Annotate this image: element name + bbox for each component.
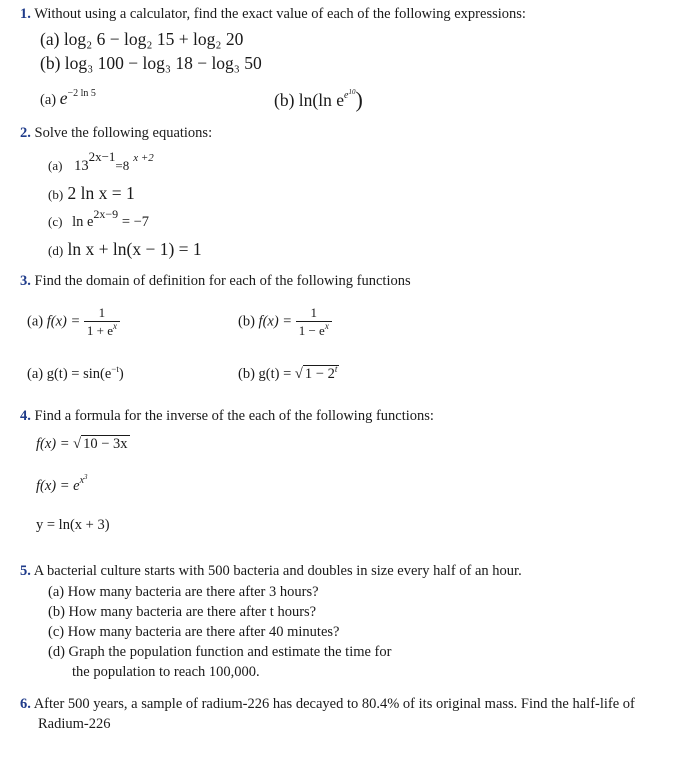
- q3-text: Find the domain of definition for each of the following functions: [34, 273, 411, 289]
- q4-number: 4.: [20, 408, 31, 424]
- q1-heading: [20, 6, 526, 23]
- q4-b-exp: x3: [79, 473, 88, 486]
- q3-a-label: (a): [27, 313, 44, 330]
- q2-a-exp: 2x−1: [88, 149, 116, 164]
- q2-text: Solve the following equations:: [34, 125, 213, 141]
- q2-a-rhs-exp: x +2: [133, 152, 154, 164]
- q4-heading: [20, 408, 434, 425]
- q3-b-den: $1 - e^x$: [296, 321, 332, 339]
- q5-item-d-cont: the population to reach 100,000.: [72, 664, 260, 680]
- q3-a-num: 1: [98, 305, 106, 320]
- q2-d-label: (d): [48, 243, 64, 258]
- q4-a-lhs: f(x) =: [36, 436, 70, 452]
- q5-text: A bacterial culture starts with 500 bacteria and doubles in size every half of an hour.: [33, 563, 522, 579]
- q3-c-label: (a): [27, 366, 44, 382]
- q2-c-pre: ln e: [72, 214, 94, 230]
- q2-a-rhs: =8: [115, 158, 130, 173]
- q3-a-den: $1 + e^x$: [84, 321, 120, 339]
- q1-item-b: [40, 53, 262, 74]
- q5-item-b: (b) How many bacteria are there after t hours?: [48, 604, 317, 620]
- q3-d-sqrt: √ $1 - 2^t$: [294, 364, 338, 382]
- q2-c-exp: 2x−9: [93, 207, 119, 221]
- q1-item-c: [40, 88, 96, 109]
- q1-c-label: (a): [40, 92, 57, 108]
- q1-item-d: [274, 86, 363, 112]
- q5-item-d: (d) Graph the population function and estimate the time for: [48, 644, 392, 660]
- q2-c-label: (c): [48, 214, 63, 229]
- q2-a-label: (a): [48, 158, 63, 173]
- q3-c-expr: g(t) = sin(e: [46, 366, 112, 382]
- q4-item-b: [36, 473, 88, 495]
- q5-item-a: (a) How many bacteria are there after 3 hours?: [48, 584, 319, 600]
- q1-d-post: ): [355, 87, 363, 112]
- q1-d-pre: ln(ln e: [298, 90, 344, 110]
- q4-c-expr: y = ln(x + 3): [36, 517, 110, 533]
- q1-d-exp: e10: [343, 88, 356, 101]
- q3-b-lhs: f(x) =: [258, 313, 293, 330]
- q2-number: 2.: [20, 125, 31, 141]
- q2-item-d: [48, 239, 202, 260]
- q1-text: Without using a calculator, find the exact value of each of the following expressions:: [34, 6, 526, 22]
- q3-a-fraction: [84, 305, 120, 339]
- q3-item-d: [238, 366, 339, 383]
- q1-item-a: [40, 29, 243, 50]
- q2-b-label: (b): [48, 187, 64, 202]
- q3-heading: [20, 273, 411, 290]
- q3-b-label: (b): [238, 313, 255, 330]
- q2-heading: [20, 125, 212, 142]
- q4-b-lhs: f(x) = e: [36, 478, 80, 494]
- q3-number: 3.: [20, 273, 31, 289]
- q6-heading: [20, 696, 635, 713]
- q1-a-expr: log₂ 6 − log₂ 15 + log₂ 20: [63, 29, 244, 49]
- q5-number: 5.: [20, 563, 31, 579]
- q3-a-lhs: f(x) =: [46, 313, 81, 330]
- q2-b-expr: 2 ln x = 1: [67, 183, 135, 203]
- q2-item-a: [48, 149, 154, 175]
- q3-d-lhs: g(t) =: [258, 366, 292, 382]
- q3-item-c: [27, 366, 124, 383]
- q3-c-exp: −t: [111, 364, 119, 374]
- q4-item-c: [36, 517, 110, 534]
- q1-d-label: (b): [274, 90, 295, 110]
- q1-b-label: (b): [40, 53, 61, 73]
- q4-text: Find a formula for the inverse of the each of the following functions:: [34, 408, 434, 424]
- q5-heading: [20, 563, 522, 580]
- q6-number: 6.: [20, 696, 31, 712]
- q3-d-label: (b): [238, 366, 255, 382]
- q1-c-base: e: [59, 88, 68, 108]
- q1-c-exp: −2 ln 5: [67, 88, 96, 99]
- q2-a-base: 13: [74, 158, 89, 174]
- q2-item-b: [48, 183, 135, 204]
- q1-number: 1.: [20, 6, 31, 22]
- q5-item-c: (c) How many bacteria are there after 40 minutes?: [48, 624, 340, 640]
- q3-c-post: ): [118, 366, 124, 382]
- q2-c-rhs: = −7: [121, 214, 150, 230]
- q3-item-b: [238, 305, 332, 339]
- q1-b-expr: log₃ 100 − log₃ 18 − log₃ 50: [64, 53, 262, 73]
- q1-a-label: (a): [40, 29, 60, 49]
- q6-text-cont: Radium-226: [38, 716, 111, 732]
- q4-a-sqrt: √ 10 − 3x: [73, 436, 128, 452]
- q3-b-fraction: [296, 305, 332, 339]
- q4-item-a: [36, 436, 130, 453]
- q2-item-c: [48, 207, 150, 231]
- q6-text: After 500 years, a sample of radium-226 has decayed to 80.4% of its original mass. Find the half-life of: [33, 696, 635, 712]
- q2-d-expr: ln x + ln(x − 1) = 1: [67, 239, 202, 259]
- q3-b-num: 1: [310, 305, 317, 320]
- q3-item-a: [27, 305, 120, 339]
